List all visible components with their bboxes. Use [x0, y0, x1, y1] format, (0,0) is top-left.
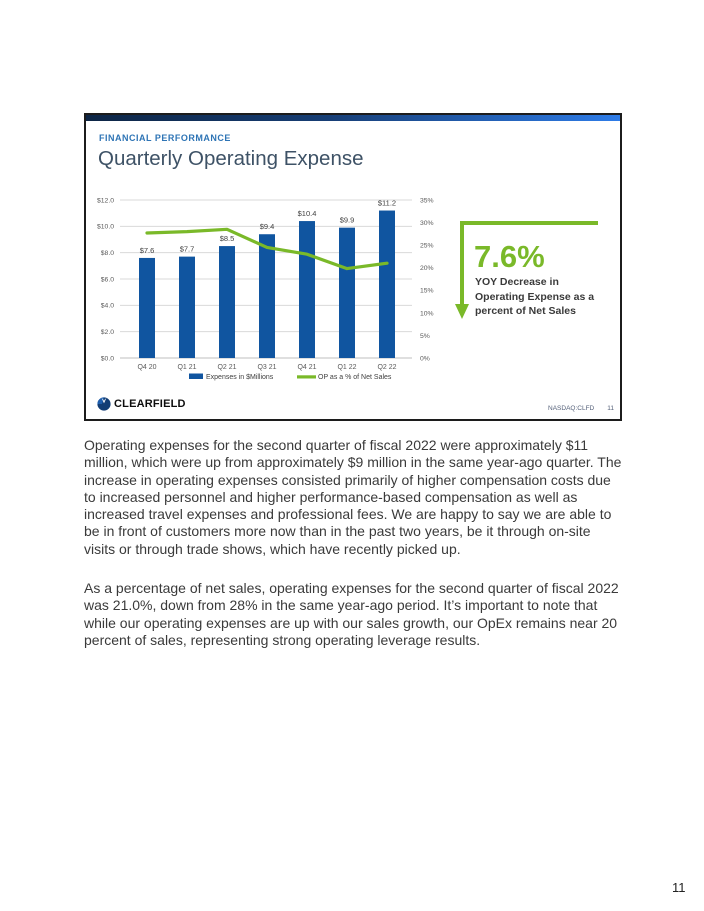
- body-text: [84, 437, 624, 671]
- expense-bar: [259, 234, 275, 358]
- left-axis-tick: $0.0: [100, 355, 114, 363]
- category-label: Q2 21: [217, 364, 237, 371]
- ticker-label: NASDAQ:CLFD: [548, 405, 595, 412]
- right-axis-tick: 30%: [420, 219, 434, 227]
- left-axis-tick: $4.0: [100, 302, 114, 310]
- left-axis-tick: $8.0: [100, 250, 114, 258]
- brand-wordmark: CLEARFIELD: [114, 398, 186, 410]
- bar-value-label: $7.7: [179, 244, 195, 254]
- bar-value-label: $10.4: [297, 209, 317, 219]
- legend-line-swatch: [297, 375, 316, 378]
- slide-number: 11: [607, 405, 614, 412]
- expense-bar: [219, 246, 235, 358]
- right-axis-tick: 10%: [420, 310, 434, 318]
- category-label: Q4 21: [297, 364, 317, 371]
- right-axis-tick: 15%: [420, 287, 434, 295]
- legend-bar-swatch: [189, 374, 203, 380]
- legend-bar-label: Expenses in $Millions: [206, 374, 274, 382]
- category-label: Q2 22: [377, 364, 397, 371]
- callout-caption-line: Operating Expense as a: [475, 290, 595, 303]
- category-label: Q4 20: [137, 364, 157, 371]
- callout-caption-line: percent of Net Sales: [475, 305, 576, 317]
- callout-caption: [475, 275, 615, 319]
- body-paragraph: As a percentage of net sales, operating expenses for the second quarter of fiscal 2022 was 21.0%, down from 28% in the same year-ago period. It’s important to note that while our operating expenses are up with our sales growth, our OpEx remains near 20 percent of sales, representing strong operating leverage results.: [84, 580, 619, 648]
- page-number: 11: [672, 880, 686, 895]
- expense-bar: [339, 228, 355, 358]
- clearfield-logo-icon: [97, 397, 111, 411]
- right-axis-tick: 20%: [420, 265, 434, 273]
- right-axis-tick: 25%: [420, 242, 434, 250]
- expense-bar: [299, 221, 315, 358]
- expense-bar: [139, 258, 155, 358]
- bar-value-label: $7.6: [139, 245, 155, 255]
- callout-caption-line: YOY Decrease in: [475, 276, 559, 288]
- category-label: Q1 22: [337, 364, 357, 371]
- category-label: Q3 21: [257, 364, 277, 371]
- slide-title: Quarterly Operating Expense: [98, 147, 364, 170]
- right-axis-tick: 35%: [420, 197, 434, 205]
- slide-footer-meta: [548, 405, 614, 412]
- slide: [84, 113, 622, 421]
- expense-bar: [379, 211, 395, 358]
- left-axis-tick: $2.0: [100, 329, 114, 337]
- bar-value-label: $8.5: [219, 234, 235, 244]
- slide-footer-brand: [97, 397, 186, 411]
- body-paragraph: Operating expenses for the second quarter of fiscal 2022 were approximately $11 million, which were up from approximately $9 million in the same year-ago quarter. The increase in operating expenses consisted primarily of higher compensation costs due to increased personnel and higher performance-based compensation as well as increased travel expenses and professional fees. We are happy to say we are able to be in front of customers more now than in the past two years, be it through on-site visits or through trade shows, which have recently picked up.: [84, 437, 622, 557]
- left-axis-tick: $10.0: [96, 223, 114, 231]
- legend-line-label: OP as a % of Net Sales: [318, 374, 392, 382]
- right-axis-tick: 5%: [420, 332, 430, 340]
- category-label: Q1 21: [177, 364, 197, 371]
- bar-value-label: $9.9: [339, 215, 355, 225]
- left-axis-tick: $12.0: [96, 197, 114, 205]
- bar-value-label: $9.4: [259, 222, 275, 232]
- callout-value: 7.6%: [474, 239, 545, 274]
- right-axis-tick: 0%: [420, 355, 430, 363]
- bar-value-label: $11.2: [377, 198, 397, 208]
- slide-eyebrow: FINANCIAL PERFORMANCE: [99, 133, 231, 143]
- left-axis-tick: $6.0: [100, 276, 114, 284]
- expense-bar: [179, 257, 195, 358]
